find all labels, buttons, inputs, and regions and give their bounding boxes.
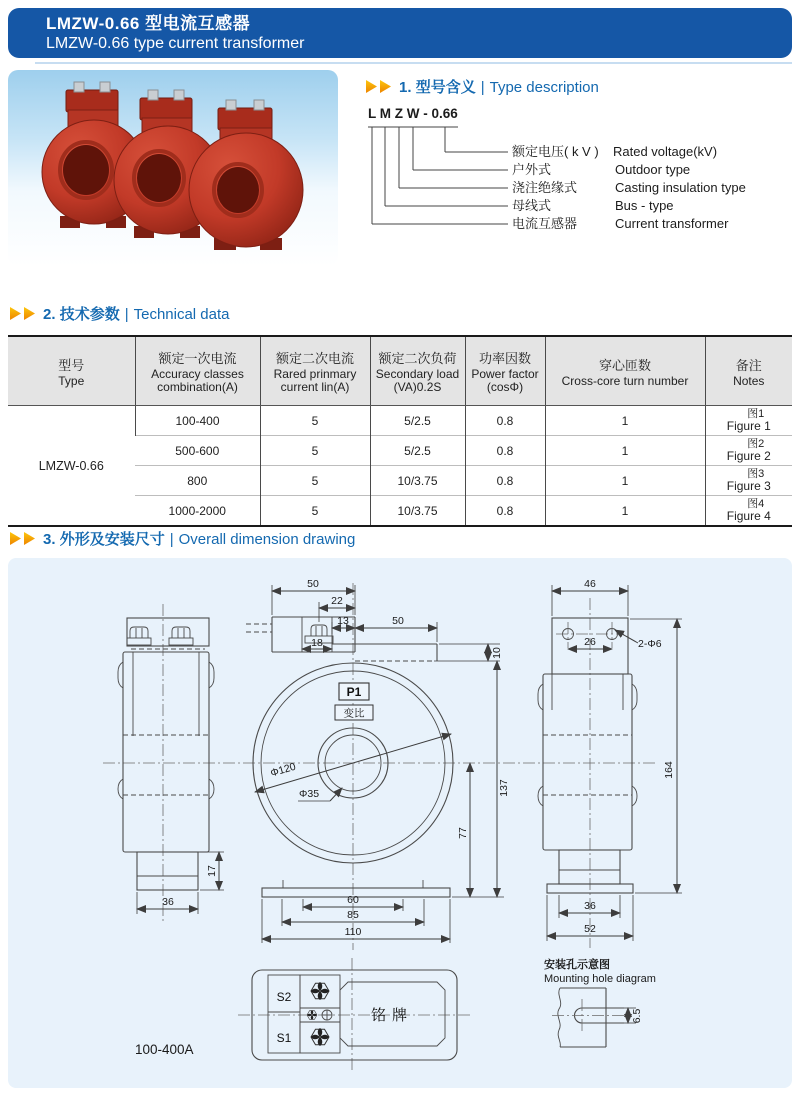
meaning-zh: 母线式 (512, 198, 552, 213)
table-cell: 100-400 (135, 406, 260, 436)
current-transformer-photo-illustration (8, 70, 338, 266)
dia-120-label: Φ120 (269, 760, 298, 780)
arrow-icon (24, 307, 35, 320)
ratio-label: 变比 (343, 707, 365, 720)
dim-22: 22 (331, 595, 343, 607)
table-cell: 10/3.75 (370, 496, 465, 527)
table-cell: 1 (545, 436, 705, 466)
table-cell: 10/3.75 (370, 466, 465, 496)
terminal-nut-icon (311, 1028, 329, 1046)
terminal-s2-label: S2 (276, 990, 292, 1004)
model-cell: LMZW-0.66 (38, 458, 104, 473)
table-header-row (8, 336, 792, 406)
column-header-primary-current: 额定一次电流 Accuracy classes combination(A) (135, 336, 260, 406)
meaning-en: Rated voltage(kV) (613, 144, 718, 159)
arrow-icon (380, 80, 391, 93)
meaning-zh: 额定电压( k V ) (512, 144, 599, 159)
arrow-icon (366, 80, 377, 93)
table-cell: 5 (260, 436, 370, 466)
table-cell: 1 (545, 496, 705, 527)
hole-callout: 2-Φ6 (638, 638, 662, 650)
table-cell: 5 (260, 406, 370, 436)
notes-cell: 图4 Figure 4 (705, 496, 792, 527)
dim-164: 164 (663, 761, 675, 779)
table-cell: 1 (545, 406, 705, 436)
dim-46: 46 (584, 578, 596, 590)
dim-137: 137 (498, 779, 510, 797)
dim-36-left: 36 (162, 896, 174, 908)
table-cell: 0.8 (465, 496, 545, 527)
dim-60: 60 (347, 894, 359, 906)
notes-cell: 图2 Figure 2 (705, 436, 792, 466)
column-header-secondary-current: 额定二次电流 Rared prinmary current lin(A) (260, 336, 370, 406)
variant-caption: 100-400A (135, 1042, 194, 1057)
dim-18: 18 (311, 637, 323, 649)
transformer-front (189, 100, 303, 250)
dim-50-top: 50 (307, 578, 319, 590)
meaning-zh: 户外式 (512, 162, 552, 177)
dia-35-label: Φ35 (299, 788, 320, 800)
meaning-en: Outdoor type (615, 162, 691, 177)
nameplate-label: 铭牌 (370, 1007, 414, 1024)
dim-36-right: 36 (584, 900, 596, 912)
header-divider (35, 62, 792, 64)
section-heading-type-description: 1. 型号含义 | Type description (366, 76, 599, 97)
dim-85: 85 (347, 909, 359, 921)
table-cell: 0.8 (465, 436, 545, 466)
column-header-turn-number: 穿心匝数 Cross-core turn number (545, 336, 705, 406)
table-cell: 500-600 (135, 436, 260, 466)
dim-10: 10 (491, 647, 503, 659)
dim-17: 17 (206, 865, 218, 877)
arrow-icon (10, 532, 21, 545)
technical-data-table (8, 335, 792, 527)
mounting-title-en: Mounting hole diagram (544, 973, 656, 985)
dim-13: 13 (337, 615, 349, 627)
table-cell: 1 (545, 466, 705, 496)
section-heading-technical-data: 2. 技术参数 | Technical data (10, 303, 230, 324)
title-english: LMZW-0.66 type current transformer (46, 35, 305, 52)
notes-cell: 图1 Figure 1 (705, 406, 792, 436)
arrow-icon (24, 532, 35, 545)
dim-26: 26 (584, 636, 596, 648)
meaning-en: Bus - type (615, 198, 674, 213)
table-cell: 800 (135, 466, 260, 496)
dim-110: 110 (344, 926, 362, 938)
meaning-en: Casting insulation type (615, 180, 746, 195)
terminal-s1-label: S1 (276, 1031, 292, 1045)
small-terminal-icon (307, 1010, 317, 1020)
notes-cell: 图3 Figure 3 (705, 466, 792, 496)
model-number: L M Z W - 0.66 (368, 106, 458, 121)
column-header-power-factor: 功率因数 Power factor (cosΦ) (465, 336, 545, 406)
dim-50-right: 50 (392, 615, 404, 627)
table-cell: 0.8 (465, 466, 545, 496)
table-row (8, 406, 792, 436)
column-header-type: 型号 Type (8, 336, 135, 406)
column-header-secondary-load: 额定二次负荷 Secondary load (VA)0.2S (370, 336, 465, 406)
left-side-view (118, 604, 224, 924)
meaning-en: Current transformer (615, 216, 729, 231)
dim-52: 52 (584, 923, 596, 935)
table-cell: 1000-2000 (135, 496, 260, 527)
column-header-notes: 备注 Notes (705, 336, 792, 406)
mounting-title-zh: 安装孔示意图 (544, 959, 610, 971)
section-heading-dimension-drawing: 3. 外形及安装尺寸 | Overall dimension drawing (10, 528, 355, 549)
screw-terminal-icon (322, 1010, 332, 1020)
meaning-zh: 浇注绝缘式 (512, 180, 578, 195)
terminal-nut-icon (311, 982, 329, 1000)
meaning-zh: 电流互感器 (512, 216, 578, 231)
title-chinese: LMZW-0.66 型电流互感器 (46, 14, 251, 33)
nameplate-view (135, 958, 472, 1072)
dimension-drawing-panel (8, 558, 792, 1088)
p1-label: P1 (346, 685, 362, 699)
table-cell: 5 (260, 496, 370, 527)
product-photo (8, 70, 338, 266)
model-number-diagram (360, 100, 792, 265)
table-cell: 5/2.5 (370, 406, 465, 436)
page-header (8, 8, 792, 58)
table-cell: 5 (260, 466, 370, 496)
mounting-hole-diagram (544, 957, 656, 1047)
dim-77: 77 (457, 827, 469, 839)
table-cell: 0.8 (465, 406, 545, 436)
dim-6-5: 6.5 (631, 1008, 643, 1024)
front-view (246, 578, 510, 950)
table-cell: 5/2.5 (370, 436, 465, 466)
arrow-icon (10, 307, 21, 320)
